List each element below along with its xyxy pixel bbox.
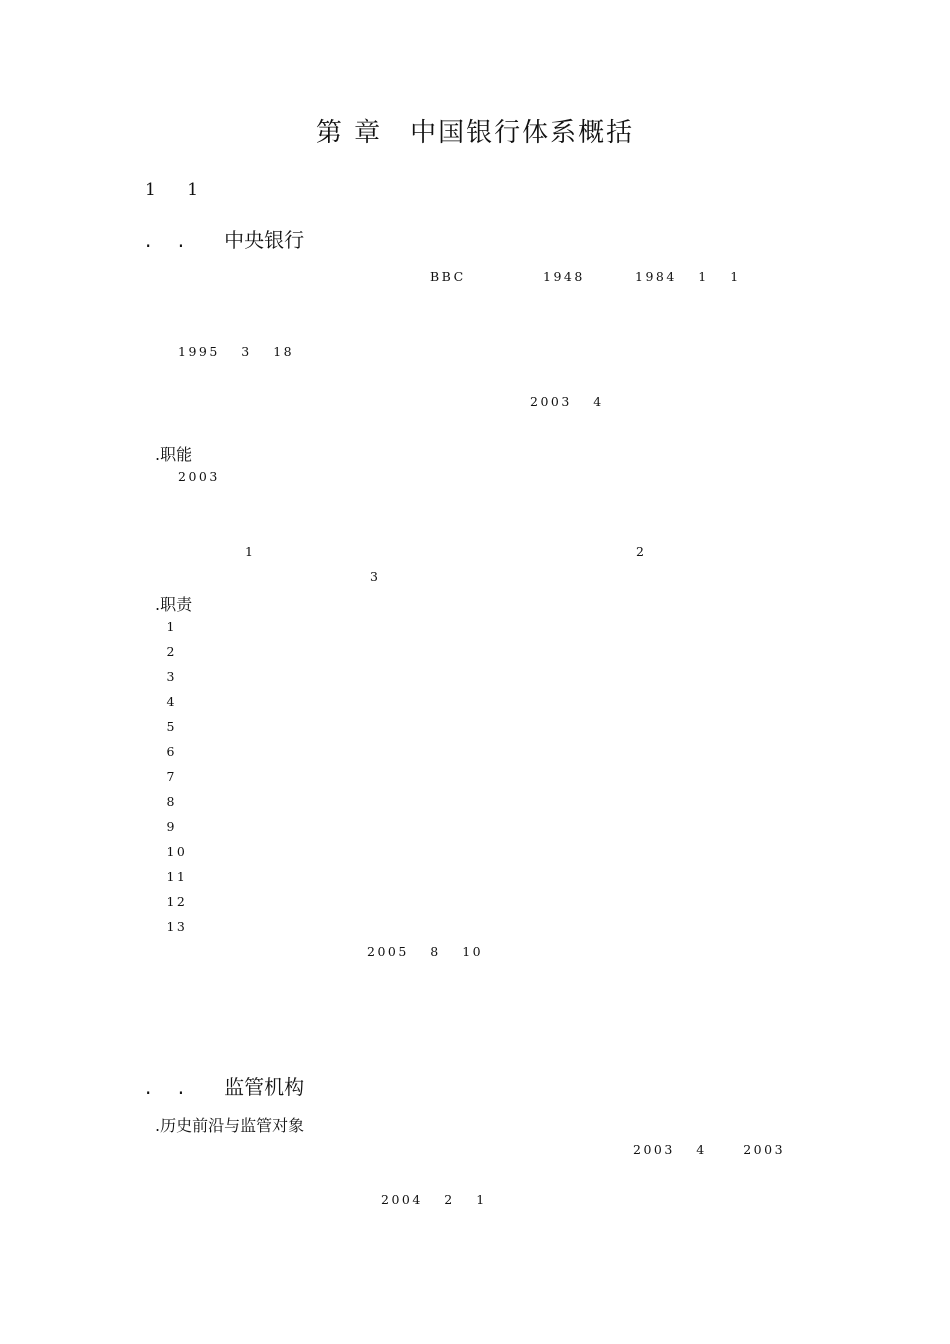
- history-line1b: 2003 4 2003: [633, 1142, 816, 1157]
- duty-text: [201, 794, 261, 809]
- duty-number: 13: [145, 919, 203, 934]
- history-line3b: 2004 2 1: [336, 1192, 577, 1207]
- function-line5a: [145, 571, 310, 584]
- after-duties-line2b: [403, 971, 703, 984]
- duty-text: [201, 844, 516, 859]
- chapter-title: 第 章 中国银行体系概括: [315, 118, 635, 148]
- after-duties-line2a: [145, 971, 340, 984]
- after-duties-2-line2: [145, 1046, 655, 1059]
- duty-item: [145, 846, 516, 859]
- cb-p1-line2b: [455, 296, 665, 309]
- after-duties-2-line1b: [672, 1021, 747, 1034]
- function-line4a: [145, 546, 205, 559]
- duty-item: [145, 746, 306, 759]
- cb-p2-line4: [145, 421, 205, 434]
- function-line3c: [557, 521, 662, 534]
- after-duties-2-line1a: [178, 1021, 523, 1034]
- duty-number: 10: [145, 844, 203, 859]
- duty-text: [201, 644, 351, 659]
- duty-number: 12: [145, 894, 203, 909]
- duty-text: [201, 719, 426, 734]
- history-line3a: [145, 1194, 295, 1207]
- duty-text: [201, 869, 426, 884]
- function-heading: .职能: [155, 445, 193, 464]
- history-line2: [145, 1169, 715, 1182]
- duty-item: [145, 821, 381, 834]
- cb-p1-line2a: [145, 296, 370, 309]
- duty-number: 1: [145, 619, 192, 634]
- duty-item: [145, 621, 411, 634]
- function-line1b: [606, 471, 756, 484]
- after-duties-line3: [145, 996, 655, 1009]
- function-line2b: [655, 496, 760, 509]
- duty-number: 8: [145, 794, 192, 809]
- cb-p1-line3: [145, 321, 235, 334]
- duty-item: [145, 671, 366, 684]
- duty-text: [201, 744, 306, 759]
- duty-text: [201, 894, 471, 909]
- duty-number: 5: [145, 719, 192, 734]
- duty-text: [201, 819, 381, 834]
- duty-item: [145, 771, 441, 784]
- function-line5b: 3: [370, 569, 546, 584]
- duty-number: 9: [145, 819, 192, 834]
- function-line3b: [392, 521, 497, 534]
- cb-p1-line1d: 1984 1 1: [635, 269, 801, 284]
- duty-text: [201, 619, 411, 634]
- duty-text: [201, 694, 456, 709]
- duty-item: [145, 696, 456, 709]
- history-line1a: [178, 1144, 493, 1157]
- section-1-1-heading: 1 1: [145, 180, 450, 200]
- duty-item: [145, 896, 471, 909]
- function-line4c: 2: [636, 544, 767, 559]
- function-line2a: [145, 496, 520, 509]
- duty-number: 6: [145, 744, 192, 759]
- cb-p2-line2a: [145, 371, 340, 384]
- cb-p2-line2b: [422, 371, 692, 384]
- duty-text: [201, 669, 366, 684]
- function-line1a: 2003: [178, 469, 527, 484]
- duty-item: [145, 796, 261, 809]
- cb-p1-line1b: BBC: [430, 269, 526, 284]
- function-line4b: 1: [245, 544, 526, 559]
- duty-item: [145, 721, 426, 734]
- central-bank-heading: . . 中央银行: [145, 228, 305, 252]
- cb-p2-line3a: [145, 396, 415, 409]
- duty-item: [145, 921, 336, 934]
- cb-p1-line1a: [178, 271, 358, 284]
- function-line3d: [722, 521, 782, 534]
- duty-item: [145, 646, 351, 659]
- function-line3a: [145, 521, 325, 534]
- cb-p2-line1: 1995 3 18: [178, 344, 700, 359]
- duty-number: 2: [145, 644, 192, 659]
- duty-number: 11: [145, 869, 203, 884]
- cb-p1-line1c: 1948: [543, 269, 630, 284]
- history-heading: .历史前沿与监管对象: [155, 1116, 305, 1135]
- after-duties-line1b: 2005 8 10: [367, 944, 559, 959]
- duty-number: 3: [145, 669, 192, 684]
- duty-heading: .职责: [155, 595, 193, 614]
- duty-number: 7: [145, 769, 192, 784]
- duty-text: [201, 919, 336, 934]
- duty-text: [201, 769, 441, 784]
- after-duties-2-line1c: [763, 1021, 808, 1034]
- cb-p2-line3b: 2003 4: [530, 394, 754, 409]
- regulator-heading: . . 监管机构: [145, 1075, 305, 1099]
- duty-number: 4: [145, 694, 192, 709]
- duty-item: [145, 871, 426, 884]
- after-duties-line1a: [178, 946, 298, 959]
- after-duties-line1c: [571, 946, 736, 959]
